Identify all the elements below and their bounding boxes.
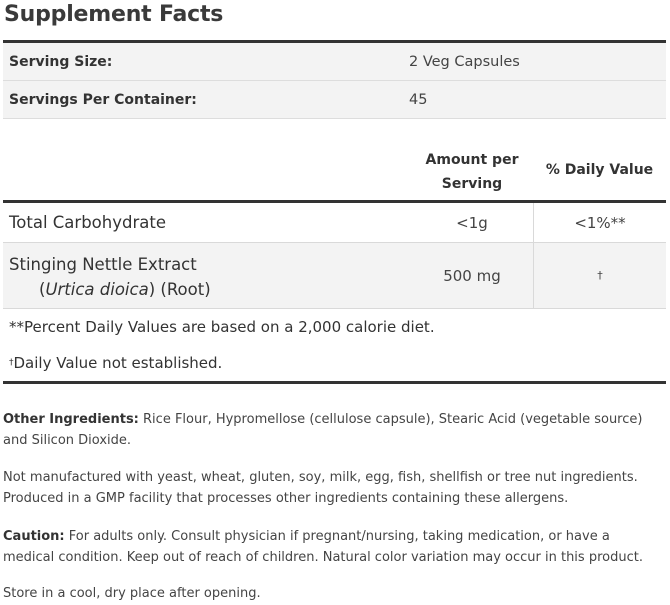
- footnote-percent: **Percent Daily Values are based on a 2,000 calorie diet.: [9, 318, 435, 336]
- serving-size-row: [3, 43, 666, 81]
- servings-per-container-label: Servings Per Container:: [9, 91, 197, 108]
- nutrient-name-cell: [3, 243, 411, 308]
- amount-per-serving-header: Amount per Serving: [425, 152, 519, 192]
- nutrient-daily-value: <1%**: [574, 213, 626, 232]
- page-title: Supplement Facts: [4, 2, 224, 27]
- serving-size-value: 2 Veg Capsules: [409, 53, 520, 70]
- plant-part: (Root): [160, 280, 211, 299]
- table-row: [3, 243, 666, 309]
- table-row: [3, 203, 666, 243]
- footnote-dagger: [3, 346, 666, 381]
- nutrient-name: Stinging Nettle Extract: [9, 255, 197, 274]
- nutrient-table: [3, 143, 666, 384]
- caution-label: Caution:: [3, 529, 65, 544]
- nutrient-latin-line: (Urtica dioica) (Root): [39, 280, 211, 299]
- servings-per-container-row: [3, 81, 666, 119]
- caution-text: For adults only. Consult physician if pregnant/nursing, taking medication, or have a medical condition. Keep out of reach of children. Natural color variation may occur in this product.: [3, 529, 643, 565]
- nutrient-amount: <1g: [411, 203, 534, 242]
- serving-info: [3, 40, 666, 119]
- nutrient-amount: 500 mg: [411, 243, 534, 308]
- storage-statement: Store in a cool, dry place after opening.: [3, 586, 261, 601]
- allergen-statement: Not manufactured with yeast, wheat, gluten, soy, milk, egg, fish, shellfish or tree nut ingredients. Produced in a GMP facility that processes other ingredients containing these allergens.: [3, 470, 638, 506]
- serving-size-label: Serving Size:: [9, 53, 113, 70]
- table-header: [3, 143, 666, 200]
- nutrient-daily-value: †: [597, 269, 603, 282]
- caution-statement: [3, 526, 663, 568]
- other-ingredients-label: Other Ingredients:: [3, 412, 139, 427]
- daily-value-header: % Daily Value: [545, 162, 654, 178]
- dagger-mark: †: [9, 358, 14, 368]
- other-ingredients: [3, 409, 663, 451]
- dagger-text: Daily Value not established.: [13, 354, 223, 372]
- servings-per-container-value: 45: [409, 91, 428, 108]
- nutrient-name: Total Carbohydrate: [9, 213, 166, 232]
- other-ingredients-text: Rice Flour, Hypromellose (cellulose capsule), Stearic Acid (vegetable source) and Silicon Dioxide.: [3, 412, 643, 448]
- latin-name: Urtica dioica: [45, 280, 149, 299]
